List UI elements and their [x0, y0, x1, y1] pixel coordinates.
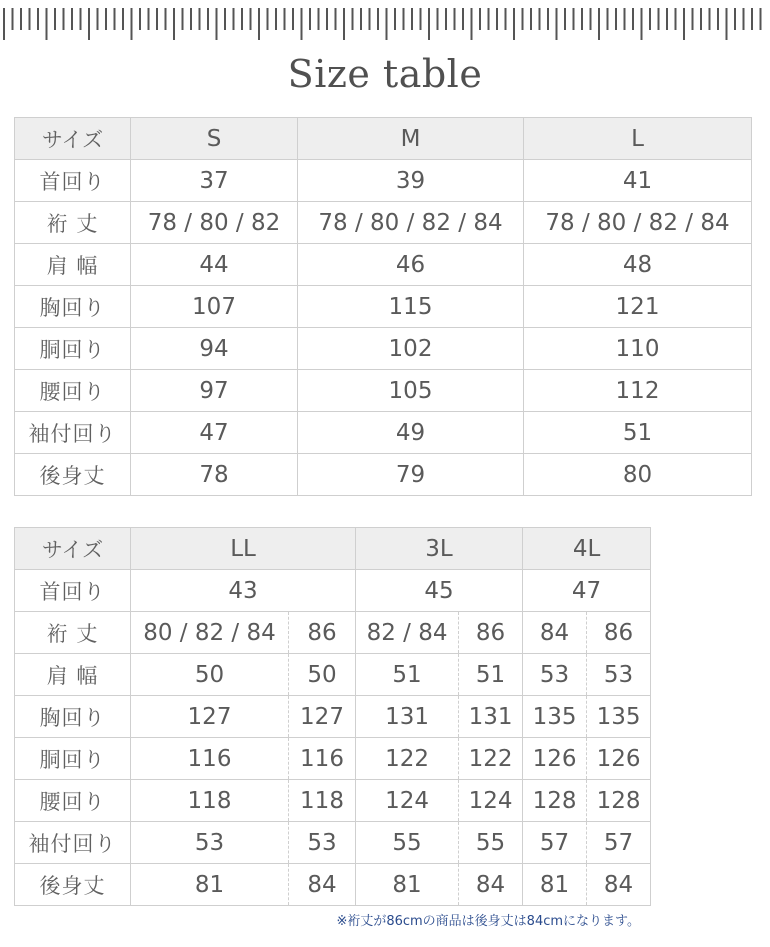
table-cell: 48 [524, 244, 752, 286]
table-cell: 112 [524, 370, 752, 412]
size-header-ll: LL [131, 528, 356, 570]
size-header-m: M [298, 118, 524, 160]
row-label: 胴回り [15, 738, 131, 780]
table-cell: 135 [523, 696, 587, 738]
row-label: 胸回り [15, 286, 131, 328]
row-label: 後身丈 [15, 454, 131, 496]
table-cell: 131 [459, 696, 523, 738]
row-label: 袖付回り [15, 412, 131, 454]
table-cell: 79 [298, 454, 524, 496]
table-cell: 39 [298, 160, 524, 202]
table-header-row [15, 118, 752, 160]
row-label: 胸回り [15, 696, 131, 738]
row-label: 首回り [15, 160, 131, 202]
table-cell: 121 [524, 286, 752, 328]
table-cell: 78 / 80 / 82 [131, 202, 298, 244]
table-cell: 127 [131, 696, 289, 738]
page-title: Size table [287, 52, 483, 96]
row-label: 胴回り [15, 328, 131, 370]
table-cell: 78 [131, 454, 298, 496]
table-cell: 126 [523, 738, 587, 780]
table-cell: 94 [131, 328, 298, 370]
table-cell: 131 [356, 696, 459, 738]
table-cell: 51 [356, 654, 459, 696]
table-cell: 97 [131, 370, 298, 412]
table-cell: 37 [131, 160, 298, 202]
table-row [15, 612, 651, 654]
size-header-l: L [524, 118, 752, 160]
size-header-4l: 4L [523, 528, 651, 570]
table-cell: 50 [289, 654, 356, 696]
table-cell: 115 [298, 286, 524, 328]
row-label: 腰回り [15, 780, 131, 822]
table-cell: 124 [459, 780, 523, 822]
table-cell: 135 [587, 696, 651, 738]
table-row [15, 454, 752, 496]
row-label: 肩 幅 [15, 654, 131, 696]
table-cell: 51 [459, 654, 523, 696]
size-table-ll-3l-4l [14, 527, 651, 906]
table-cell: 86 [289, 612, 356, 654]
table-row [15, 202, 752, 244]
row-label: 袖付回り [15, 822, 131, 864]
table-row [15, 738, 651, 780]
table-cell: 102 [298, 328, 524, 370]
size-header-s: S [131, 118, 298, 160]
table-cell: 55 [356, 822, 459, 864]
table-cell: 86 [587, 612, 651, 654]
table-cell: 84 [459, 864, 523, 906]
row-label: 後身丈 [15, 864, 131, 906]
table-cell: 80 / 82 / 84 [131, 612, 289, 654]
table-row [15, 286, 752, 328]
table-cell: 82 / 84 [356, 612, 459, 654]
table-cell: 128 [587, 780, 651, 822]
table-cell: 46 [298, 244, 524, 286]
table-cell: 45 [356, 570, 523, 612]
table-cell: 80 [524, 454, 752, 496]
table-cell: 122 [459, 738, 523, 780]
size-header-label: サイズ [15, 528, 131, 570]
table-row [15, 864, 651, 906]
table-cell: 122 [356, 738, 459, 780]
table-cell: 118 [131, 780, 289, 822]
table-row [15, 370, 752, 412]
table-cell: 43 [131, 570, 356, 612]
table-cell: 49 [298, 412, 524, 454]
table-cell: 41 [524, 160, 752, 202]
table-row [15, 822, 651, 864]
table-cell: 81 [131, 864, 289, 906]
table-row [15, 570, 651, 612]
table-cell: 78 / 80 / 82 / 84 [298, 202, 524, 244]
table-cell: 84 [523, 612, 587, 654]
table-cell: 55 [459, 822, 523, 864]
table-cell: 44 [131, 244, 298, 286]
footnote: ※裄丈が86cmの商品は後身丈は84cmになります。 [336, 914, 640, 929]
size-table-s-m-l [14, 117, 752, 496]
table-cell: 86 [459, 612, 523, 654]
table-cell: 126 [587, 738, 651, 780]
table-cell: 116 [289, 738, 356, 780]
table-cell: 107 [131, 286, 298, 328]
table-cell: 84 [587, 864, 651, 906]
table-cell: 127 [289, 696, 356, 738]
table-cell: 124 [356, 780, 459, 822]
table-cell: 84 [289, 864, 356, 906]
row-label: 裄 丈 [15, 612, 131, 654]
table-cell: 47 [131, 412, 298, 454]
table-cell: 128 [523, 780, 587, 822]
table-header-row [15, 528, 651, 570]
table-cell: 116 [131, 738, 289, 780]
row-label: 首回り [15, 570, 131, 612]
table-cell: 51 [524, 412, 752, 454]
table-cell: 53 [523, 654, 587, 696]
size-header-3l: 3L [356, 528, 523, 570]
table-cell: 105 [298, 370, 524, 412]
table-cell: 118 [289, 780, 356, 822]
table-cell: 53 [289, 822, 356, 864]
table-cell: 110 [524, 328, 752, 370]
row-label: 腰回り [15, 370, 131, 412]
ruler-decoration [0, 0, 770, 44]
table-row [15, 160, 752, 202]
table-row [15, 412, 752, 454]
table-row [15, 328, 752, 370]
table-row [15, 696, 651, 738]
table-cell: 53 [587, 654, 651, 696]
table-row [15, 244, 752, 286]
table-cell: 57 [523, 822, 587, 864]
row-label: 裄 丈 [15, 202, 131, 244]
table-cell: 81 [356, 864, 459, 906]
table-cell: 57 [587, 822, 651, 864]
size-header-label: サイズ [15, 118, 131, 160]
table-cell: 81 [523, 864, 587, 906]
table-cell: 53 [131, 822, 289, 864]
table-cell: 50 [131, 654, 289, 696]
row-label: 肩 幅 [15, 244, 131, 286]
table-row [15, 654, 651, 696]
table-row [15, 780, 651, 822]
table-cell: 47 [523, 570, 651, 612]
table-cell: 78 / 80 / 82 / 84 [524, 202, 752, 244]
